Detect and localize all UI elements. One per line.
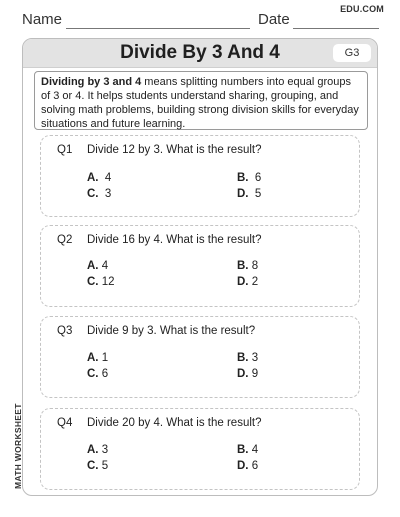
option-value: 8	[251, 260, 259, 272]
intro-text: means splitting numbers into equal groups of 3 or 4. It helps students understand sharing, grouping, and solving math problems, building strong division skills for everyday situations and future learning.	[41, 76, 359, 130]
option-value: 4	[104, 172, 112, 184]
question-card-4	[40, 408, 360, 490]
name-label: Name	[22, 11, 63, 28]
option-d[interactable]	[237, 368, 258, 380]
option-value: 12	[101, 276, 115, 288]
question-number: Q4	[57, 417, 73, 429]
question-card-1	[40, 135, 360, 217]
option-value: 5	[101, 460, 109, 472]
option-letter: C.	[87, 460, 99, 472]
option-c[interactable]	[87, 188, 111, 200]
option-value: 4	[101, 260, 109, 272]
name-line[interactable]	[66, 28, 250, 29]
option-c[interactable]	[87, 276, 115, 288]
title-bar	[23, 39, 377, 68]
question-number: Q3	[57, 325, 73, 337]
option-value: 5	[254, 188, 262, 200]
option-value: 4	[251, 444, 259, 456]
option-letter: D.	[237, 276, 249, 288]
question-text: Divide 20 by 4. What is the result?	[87, 417, 262, 429]
option-letter: A.	[87, 172, 99, 184]
option-a[interactable]	[87, 444, 108, 456]
option-c[interactable]	[87, 460, 108, 472]
option-a[interactable]	[87, 172, 111, 184]
option-value: 6	[254, 172, 262, 184]
question-number: Q2	[57, 234, 73, 246]
option-letter: D.	[237, 368, 249, 380]
side-label: MATH WORKSHEET	[13, 403, 23, 489]
option-a[interactable]	[87, 352, 108, 364]
option-c[interactable]	[87, 368, 108, 380]
date-line[interactable]	[293, 28, 379, 29]
option-value: 6	[101, 368, 109, 380]
option-letter: D.	[237, 460, 249, 472]
question-card-3	[40, 316, 360, 398]
option-letter: C.	[87, 276, 99, 288]
option-d[interactable]	[237, 276, 258, 288]
option-letter: A.	[87, 352, 99, 364]
option-d[interactable]	[237, 188, 261, 200]
option-a[interactable]	[87, 260, 108, 272]
brand-logo: EDU.COM	[340, 4, 384, 14]
intro-bold: Dividing by 3 and 4	[41, 76, 142, 88]
question-text: Divide 16 by 4. What is the result?	[87, 234, 262, 246]
option-b[interactable]	[237, 352, 258, 364]
option-value: 3	[101, 444, 109, 456]
question-number: Q1	[57, 144, 73, 156]
worksheet-sheet	[22, 38, 378, 496]
option-letter: B.	[237, 172, 249, 184]
option-value: 1	[101, 352, 109, 364]
option-value: 2	[251, 276, 259, 288]
question-card-2	[40, 225, 360, 307]
option-value: 3	[104, 188, 112, 200]
option-letter: B.	[237, 444, 249, 456]
date-label: Date	[258, 11, 290, 28]
option-letter: A.	[87, 444, 99, 456]
option-letter: B.	[237, 260, 249, 272]
option-letter: B.	[237, 352, 249, 364]
option-b[interactable]	[237, 172, 261, 184]
option-letter: A.	[87, 260, 99, 272]
option-b[interactable]	[237, 260, 258, 272]
worksheet-title: Divide By 3 And 4	[120, 42, 280, 63]
grade-badge: G3	[333, 44, 371, 62]
question-text: Divide 12 by 3. What is the result?	[87, 144, 262, 156]
option-letter: C.	[87, 368, 99, 380]
option-b[interactable]	[237, 444, 258, 456]
question-text: Divide 9 by 3. What is the result?	[87, 325, 256, 337]
option-letter: D.	[237, 188, 249, 200]
option-d[interactable]	[237, 460, 258, 472]
worksheet-header	[0, 0, 400, 34]
option-value: 6	[251, 460, 259, 472]
option-value: 9	[251, 368, 259, 380]
option-value: 3	[251, 352, 259, 364]
intro-box	[34, 71, 368, 130]
option-letter: C.	[87, 188, 99, 200]
